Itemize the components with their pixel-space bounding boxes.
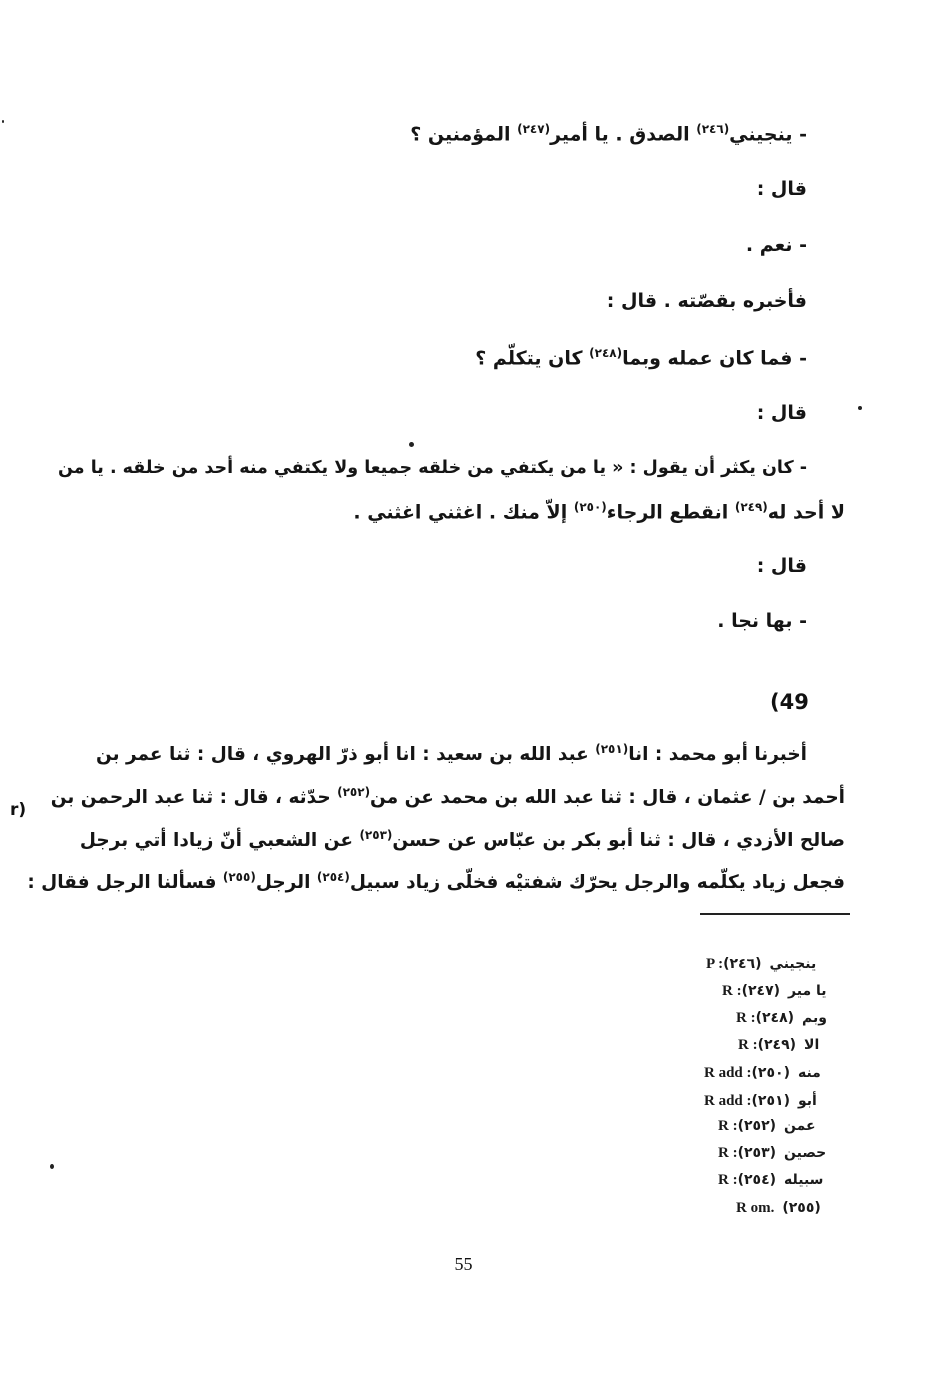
- footnote-251: [704, 1093, 817, 1110]
- dialog-text: انقطع الرجاء: [606, 501, 735, 524]
- paragraph-text: أخبرنا أبو محمد : انا: [628, 744, 807, 766]
- dialog-text: - ينجيني: [729, 123, 807, 146]
- paragraph-text: عن الشعبي أنّ زيادا أتي برجل: [79, 830, 360, 852]
- dialog-line-2: قال :: [756, 178, 807, 200]
- footnote-divider: [700, 913, 850, 915]
- paragraph-text: فجعل زياد يكلّمه والرجل يحرّك شفتيْه فخلّى زياد سبيل: [349, 872, 845, 894]
- footnote-ref: (٢٤٨): [589, 346, 623, 360]
- footnote-ref: (٢٥٠): [573, 500, 607, 514]
- footnote-source: R :: [738, 1037, 758, 1053]
- scan-speck: [409, 442, 414, 447]
- footnote-ref: (٢٥١): [595, 742, 629, 756]
- footnote-number: (٢٥١): [751, 1093, 790, 1109]
- dialog-text: الصدق . يا أمير: [550, 123, 697, 146]
- dialog-line-5: [475, 346, 807, 369]
- footnote-ref: (٢٤٧): [517, 122, 551, 136]
- footnote-word: أبو: [797, 1093, 817, 1109]
- footnote-number: (٢٥٣): [737, 1145, 777, 1161]
- footnote-word: ينجيني: [769, 956, 817, 972]
- dialog-text: لا أحد له: [767, 501, 845, 524]
- footnote-word: وبم: [802, 1010, 827, 1026]
- footnote-ref: (٢٥٢): [337, 785, 371, 799]
- dialog-text: المؤمنين ؟: [410, 123, 518, 146]
- footnote-number: (٢٥٠): [751, 1065, 790, 1081]
- dialog-line-6: قال :: [756, 402, 807, 424]
- section-number: (49: [770, 690, 809, 714]
- paragraph-line-2: [51, 785, 845, 808]
- footnote-word: الا: [804, 1037, 820, 1053]
- paragraph-line-4: [27, 870, 845, 893]
- footnote-255: [736, 1200, 821, 1217]
- footnote-source: R add :: [704, 1093, 752, 1109]
- footnote-word: يا مير: [788, 983, 827, 999]
- footnote-number: (٢٤٩): [757, 1037, 797, 1053]
- footnote-number: (٢٤٧): [741, 983, 781, 999]
- footnote-word: حصين: [784, 1145, 827, 1161]
- footnote-word: منه: [797, 1065, 821, 1081]
- dialog-text: إلاّ منك . اغثني اغثني .: [353, 501, 574, 524]
- dialog-line-3: - نعم .: [745, 234, 807, 256]
- footnote-number: (٢٥٢): [737, 1118, 777, 1134]
- footnote-source: P :: [706, 956, 724, 972]
- footnote-ref: (٢٥٤): [316, 870, 350, 884]
- paragraph-text: أحمد بن / عثمان ، قال : ثنا عبد الله بن محمد عن من: [370, 787, 845, 809]
- paragraph-line-3: [80, 828, 845, 851]
- paragraph-text: عبد الله بن سعيد : انا أبو ذرّ الهروي ، قال : ثنا عمر بن: [95, 744, 596, 766]
- page-number: 55: [454, 1254, 473, 1274]
- footnote-ref: (٢٤٦): [696, 122, 730, 136]
- footnote-253: [718, 1145, 826, 1162]
- footnote-source: R :: [718, 1118, 738, 1134]
- footnote-word: سبيله: [784, 1172, 824, 1188]
- footnote-250: [704, 1065, 821, 1082]
- paragraph-text: صالح الأزدي ، قال : ثنا أبو بكر بن عبّاس عن حسن: [392, 830, 845, 852]
- dialog-line-1: [410, 122, 807, 145]
- dialog-line-8: [353, 500, 845, 523]
- scan-speck: [858, 406, 862, 410]
- footnote-249: [738, 1037, 819, 1054]
- footnote-ref: (٢٥٥): [222, 870, 256, 884]
- footnote-ref: (٢٤٩): [734, 500, 768, 514]
- paragraph-text: فسألنا الرجل فقال :: [27, 872, 223, 894]
- scan-speck: [50, 1164, 54, 1169]
- footnote-source: R :: [736, 1010, 756, 1026]
- paragraph-text: الرجل: [255, 872, 317, 894]
- footnote-number: (٢٥٥): [782, 1200, 821, 1216]
- paragraph-text: حدّثه ، قال : ثنا عبد الرحمن بن: [50, 787, 338, 809]
- dialog-line-9: قال :: [756, 555, 807, 577]
- footnote-number: (٢٥٤): [737, 1172, 777, 1188]
- footnote-source: R :: [718, 1145, 738, 1161]
- margin-note: r): [10, 800, 27, 820]
- footnote-254: [718, 1172, 823, 1189]
- scan-speck: [2, 120, 4, 123]
- dialog-line-4: فأخبره بقصّته . قال :: [606, 290, 807, 312]
- dialog-line-7: - كان يكثر أن يقول : « يا من يكتفي من خلقه جميعا ولا يكتفي منه أحد من خلقه . يا من: [58, 458, 807, 478]
- footnote-252: [718, 1118, 816, 1135]
- footnote-number: (٢٤٦): [723, 956, 762, 972]
- footnote-source: R add :: [704, 1065, 752, 1081]
- footnote-246: [706, 956, 816, 973]
- dialog-text: كان يتكلّم ؟: [475, 347, 590, 370]
- footnote-source: R :: [718, 1172, 738, 1188]
- footnote-ref: (٢٥٣): [359, 828, 393, 842]
- footnote-word: عمن: [784, 1118, 816, 1134]
- dialog-text: - فما كان عمله وبما: [622, 347, 807, 370]
- footnote-source: R om.: [736, 1200, 775, 1216]
- footnote-number: (٢٤٨): [755, 1010, 795, 1026]
- footnote-source: R :: [722, 983, 742, 999]
- paragraph-line-1: [96, 742, 807, 765]
- footnote-248: [736, 1010, 827, 1027]
- footnote-247: [722, 983, 827, 1000]
- dialog-line-10: - بها نجا .: [717, 610, 807, 632]
